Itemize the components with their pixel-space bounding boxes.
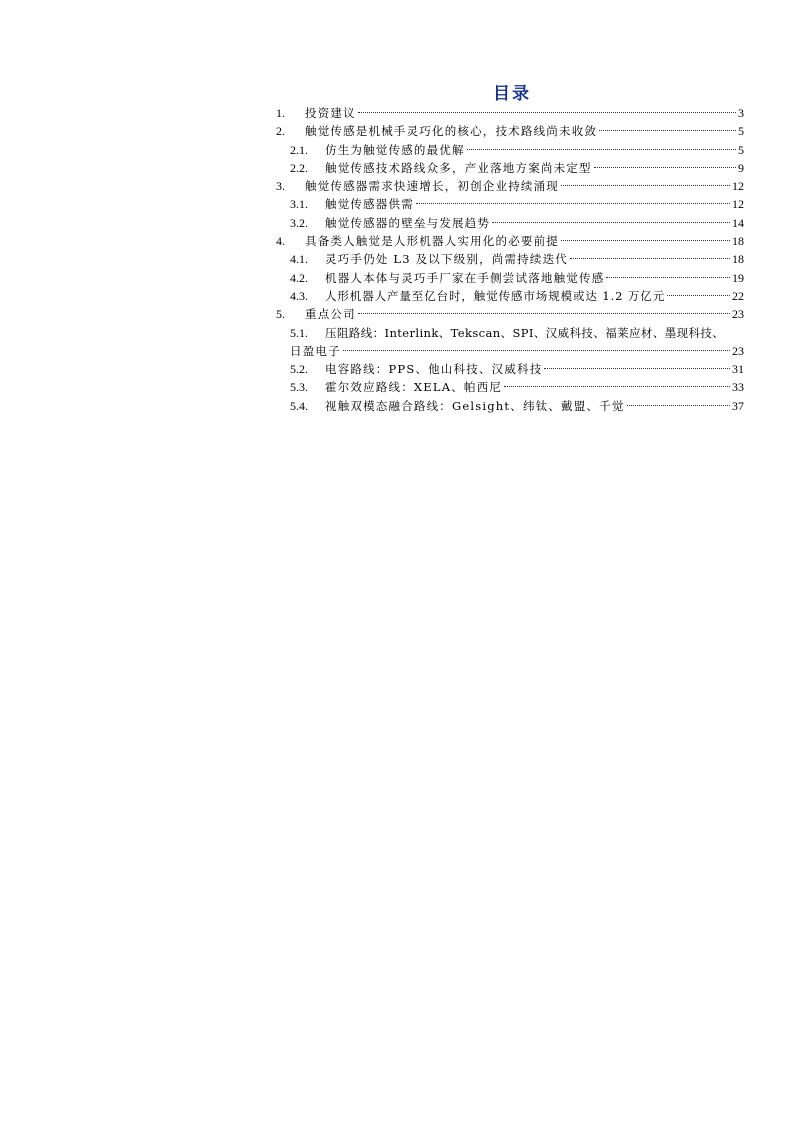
toc-entry-title: 霍尔效应路线：XELA、帕西尼 [325, 380, 503, 395]
toc-entry-2[interactable] [276, 122, 744, 140]
toc-dot-leader [504, 386, 730, 387]
toc-entry-title: 机器人本体与灵巧手厂家在手侧尝试落地触觉传感 [325, 270, 605, 285]
toc-entry-number: 2.1. [290, 142, 308, 157]
toc-dot-leader [594, 167, 736, 168]
toc-entry-title: 压阻路线：Interlink、Tekscan、SPI、汉威科技、福莱应材、墨现科技、 [325, 325, 725, 340]
toc-dot-leader [627, 405, 730, 406]
toc-dot-leader [467, 149, 736, 150]
toc-entry-4-1[interactable] [276, 250, 744, 268]
toc-dot-leader [492, 222, 730, 223]
toc-entry-page: 3 [738, 106, 744, 120]
toc-entry-number: 5.4. [290, 398, 308, 413]
toc-entry-title: 触觉传感器供需 [325, 197, 414, 212]
toc-entry-title: 触觉传感器需求快速增长，初创企业持续涌现 [305, 179, 559, 194]
toc-entry-number: 5.1. [290, 325, 308, 340]
toc-entry-page: 14 [732, 215, 744, 230]
toc-entry-number: 3.2. [290, 215, 308, 230]
toc-entry-3-2[interactable] [276, 214, 744, 232]
toc-entry-number: 4. [276, 234, 285, 249]
toc-dot-leader [561, 240, 730, 241]
toc-entry-page: 31 [732, 362, 744, 377]
toc-entry-page: 18 [732, 234, 744, 249]
table-of-contents [276, 104, 744, 415]
toc-entry-title: 重点公司 [305, 307, 356, 322]
toc-entry-4[interactable] [276, 232, 744, 250]
toc-title: 目录 [493, 84, 531, 104]
toc-dot-leader [570, 258, 730, 259]
toc-entry-page: 9 [738, 160, 744, 175]
toc-entry-page: 19 [732, 270, 744, 285]
toc-dot-leader [358, 313, 730, 314]
toc-entry-title: 仿生为触觉传感的最优解 [325, 142, 465, 157]
toc-entry-2-2[interactable] [276, 159, 744, 177]
toc-entry-number: 5.2. [290, 362, 308, 377]
toc-entry-number: 5.3. [290, 380, 308, 395]
toc-entry-3-1[interactable] [276, 195, 744, 213]
toc-entry-number: 4.1. [290, 252, 308, 267]
toc-entry-page: 33 [732, 380, 744, 395]
toc-entry-page: 5 [738, 142, 744, 157]
toc-entry-title: 触觉传感器的壁垒与发展趋势 [325, 215, 491, 230]
toc-entry-number: 4.2. [290, 270, 308, 285]
toc-entry-5-3[interactable] [276, 378, 744, 396]
toc-entry-number: 1. [276, 106, 285, 120]
toc-entry-page: 22 [732, 288, 744, 303]
toc-dot-leader [606, 277, 730, 278]
toc-dot-leader [561, 185, 730, 186]
toc-entry-page: 37 [732, 398, 744, 413]
toc-entry-page: 5 [738, 124, 744, 139]
toc-entry-title-continued: 日盈电子 [290, 343, 341, 358]
toc-entry-3[interactable] [276, 177, 744, 195]
toc-entry-page: 18 [732, 252, 744, 267]
toc-entry-1[interactable] [276, 104, 744, 122]
toc-dot-leader [544, 368, 730, 369]
toc-entry-5-2[interactable] [276, 360, 744, 378]
toc-dot-leader [343, 350, 730, 351]
toc-dot-leader [667, 295, 730, 296]
toc-entry-title: 触觉传感技术路线众多，产业落地方案尚未定型 [325, 160, 592, 175]
toc-entry-page: 12 [732, 179, 744, 194]
toc-dot-leader [416, 203, 730, 204]
toc-entry-title: 灵巧手仍处 L3 及以下级别，尚需持续迭代 [325, 252, 568, 267]
toc-dot-leader [358, 112, 736, 113]
toc-entry-5-4[interactable] [276, 397, 744, 415]
toc-entry-number: 3. [276, 179, 285, 194]
toc-entry-line [276, 324, 744, 342]
toc-entry-4-3[interactable] [276, 287, 744, 305]
toc-entry-number: 4.3. [290, 288, 308, 303]
toc-entry-page: 23 [732, 343, 744, 358]
toc-entry-4-2[interactable] [276, 269, 744, 287]
toc-entry-title: 具备类人触觉是人形机器人实用化的必要前提 [305, 234, 559, 249]
toc-entry-title: 人形机器人产量至亿台时，触觉传感市场规模或达 1.2 万亿元 [325, 288, 666, 303]
toc-entry-number: 2.2. [290, 160, 308, 175]
toc-entry-number: 2. [276, 124, 285, 139]
toc-entry-page: 23 [732, 307, 744, 322]
toc-entry-title: 电容路线：PPS、他山科技、汉威科技 [325, 362, 543, 377]
toc-entry-title: 投资建议 [305, 106, 356, 120]
toc-entry-number: 3.1. [290, 197, 308, 212]
toc-entry-5[interactable] [276, 305, 744, 323]
toc-dot-leader [599, 130, 736, 131]
toc-entry-line [276, 342, 744, 360]
toc-entry-title: 触觉传感是机械手灵巧化的核心，技术路线尚未收敛 [305, 124, 598, 139]
toc-entry-title: 视触双模态融合路线：Gelsight、纬钛、戴盟、千觉 [325, 398, 625, 413]
toc-entry-page: 12 [732, 197, 744, 212]
toc-entry-2-1[interactable] [276, 141, 744, 159]
toc-entry-number: 5. [276, 307, 285, 322]
toc-entry-5-1[interactable] [276, 324, 744, 361]
